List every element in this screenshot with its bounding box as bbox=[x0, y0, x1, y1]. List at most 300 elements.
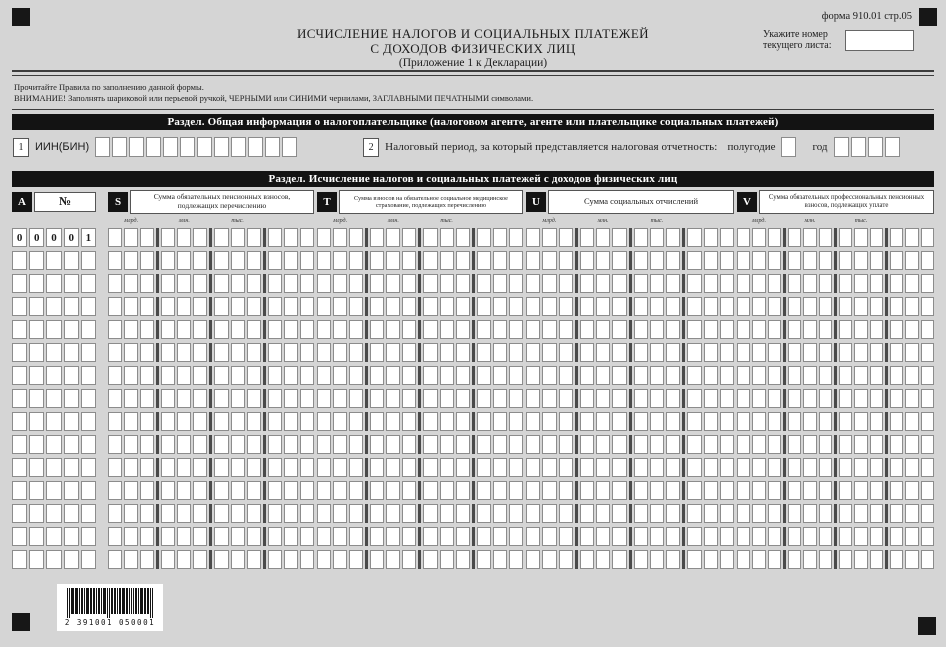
amount-cell[interactable] bbox=[634, 435, 648, 454]
amount-cell[interactable] bbox=[596, 412, 610, 431]
amount-cell[interactable] bbox=[247, 527, 261, 546]
amount-cell[interactable] bbox=[231, 343, 245, 362]
row-number-cell[interactable] bbox=[46, 481, 61, 500]
amount-cell[interactable] bbox=[509, 481, 523, 500]
amount-cell[interactable] bbox=[456, 458, 470, 477]
amount-cell[interactable] bbox=[803, 458, 816, 477]
amount-cell[interactable] bbox=[720, 504, 734, 523]
row-number-cell[interactable] bbox=[64, 297, 79, 316]
amount-cell[interactable] bbox=[666, 366, 680, 385]
amount-cell[interactable] bbox=[666, 504, 680, 523]
amount-cell[interactable] bbox=[231, 366, 245, 385]
row-number-cell[interactable] bbox=[12, 297, 27, 316]
row-number-cell[interactable] bbox=[29, 412, 44, 431]
amount-cell[interactable] bbox=[803, 251, 816, 270]
amount-cell[interactable] bbox=[317, 389, 331, 408]
year-digit-cell[interactable] bbox=[851, 137, 866, 157]
amount-cell[interactable] bbox=[370, 228, 384, 247]
amount-cell[interactable] bbox=[370, 435, 384, 454]
amount-cell[interactable] bbox=[402, 412, 416, 431]
iin-digit-cell[interactable] bbox=[163, 137, 178, 157]
amount-cell[interactable] bbox=[839, 297, 852, 316]
amount-cell[interactable] bbox=[124, 550, 138, 569]
amount-cell[interactable] bbox=[788, 412, 801, 431]
amount-cell[interactable] bbox=[456, 435, 470, 454]
amount-cell[interactable] bbox=[634, 228, 648, 247]
amount-cell[interactable] bbox=[687, 435, 701, 454]
amount-cell[interactable] bbox=[108, 228, 122, 247]
amount-cell[interactable] bbox=[231, 458, 245, 477]
amount-cell[interactable] bbox=[870, 389, 883, 408]
row-number-cell[interactable] bbox=[46, 366, 61, 385]
amount-cell[interactable] bbox=[803, 366, 816, 385]
amount-cell[interactable] bbox=[140, 251, 154, 270]
amount-cell[interactable] bbox=[108, 274, 122, 293]
amount-cell[interactable] bbox=[247, 366, 261, 385]
row-number-cell[interactable]: 0 bbox=[64, 228, 79, 247]
amount-cell[interactable] bbox=[870, 435, 883, 454]
amount-cell[interactable] bbox=[247, 251, 261, 270]
amount-cell[interactable] bbox=[542, 458, 556, 477]
amount-cell[interactable] bbox=[596, 251, 610, 270]
amount-cell[interactable] bbox=[317, 504, 331, 523]
amount-cell[interactable] bbox=[687, 274, 701, 293]
amount-cell[interactable] bbox=[819, 343, 832, 362]
amount-cell[interactable] bbox=[788, 297, 801, 316]
amount-cell[interactable] bbox=[666, 228, 680, 247]
amount-cell[interactable] bbox=[231, 320, 245, 339]
amount-cell[interactable] bbox=[161, 435, 175, 454]
amount-cell[interactable] bbox=[788, 527, 801, 546]
amount-cell[interactable] bbox=[905, 458, 918, 477]
amount-cell[interactable] bbox=[124, 297, 138, 316]
amount-cell[interactable] bbox=[612, 297, 626, 316]
amount-cell[interactable] bbox=[650, 458, 664, 477]
amount-cell[interactable] bbox=[177, 481, 191, 500]
amount-cell[interactable] bbox=[612, 251, 626, 270]
amount-cell[interactable] bbox=[768, 228, 781, 247]
amount-cell[interactable] bbox=[921, 297, 934, 316]
amount-cell[interactable] bbox=[456, 251, 470, 270]
amount-cell[interactable] bbox=[803, 320, 816, 339]
amount-cell[interactable] bbox=[839, 228, 852, 247]
amount-cell[interactable] bbox=[402, 458, 416, 477]
amount-cell[interactable] bbox=[559, 527, 573, 546]
amount-cell[interactable] bbox=[559, 274, 573, 293]
amount-cell[interactable] bbox=[402, 228, 416, 247]
amount-cell[interactable] bbox=[386, 550, 400, 569]
amount-cell[interactable] bbox=[268, 251, 282, 270]
row-number-cell[interactable] bbox=[64, 274, 79, 293]
amount-cell[interactable] bbox=[542, 412, 556, 431]
amount-cell[interactable] bbox=[349, 366, 363, 385]
amount-cell[interactable] bbox=[284, 412, 298, 431]
amount-cell[interactable] bbox=[456, 527, 470, 546]
amount-cell[interactable] bbox=[214, 274, 228, 293]
halfyear-cell[interactable] bbox=[781, 137, 796, 157]
amount-cell[interactable] bbox=[509, 527, 523, 546]
amount-cell[interactable] bbox=[177, 389, 191, 408]
amount-cell[interactable] bbox=[140, 435, 154, 454]
row-number-cell[interactable] bbox=[64, 320, 79, 339]
amount-cell[interactable] bbox=[720, 274, 734, 293]
amount-cell[interactable] bbox=[720, 251, 734, 270]
amount-cell[interactable] bbox=[386, 504, 400, 523]
amount-cell[interactable] bbox=[788, 320, 801, 339]
amount-cell[interactable] bbox=[231, 550, 245, 569]
amount-cell[interactable] bbox=[402, 274, 416, 293]
amount-cell[interactable] bbox=[720, 435, 734, 454]
amount-cell[interactable] bbox=[788, 389, 801, 408]
amount-cell[interactable] bbox=[666, 412, 680, 431]
amount-cell[interactable] bbox=[386, 412, 400, 431]
amount-cell[interactable] bbox=[720, 366, 734, 385]
amount-cell[interactable] bbox=[214, 458, 228, 477]
amount-cell[interactable] bbox=[905, 412, 918, 431]
amount-cell[interactable] bbox=[108, 297, 122, 316]
amount-cell[interactable] bbox=[542, 343, 556, 362]
amount-cell[interactable] bbox=[650, 504, 664, 523]
amount-cell[interactable] bbox=[870, 412, 883, 431]
amount-cell[interactable] bbox=[580, 228, 594, 247]
amount-cell[interactable] bbox=[333, 366, 347, 385]
amount-cell[interactable] bbox=[317, 251, 331, 270]
amount-cell[interactable] bbox=[370, 504, 384, 523]
amount-cell[interactable] bbox=[650, 366, 664, 385]
amount-cell[interactable] bbox=[370, 412, 384, 431]
amount-cell[interactable] bbox=[559, 550, 573, 569]
row-number-cell[interactable] bbox=[12, 320, 27, 339]
row-number-cell[interactable] bbox=[12, 527, 27, 546]
row-number-cell[interactable] bbox=[81, 251, 96, 270]
amount-cell[interactable] bbox=[666, 458, 680, 477]
amount-cell[interactable] bbox=[559, 320, 573, 339]
iin-digit-cell[interactable] bbox=[180, 137, 195, 157]
amount-cell[interactable] bbox=[214, 297, 228, 316]
amount-cell[interactable] bbox=[666, 297, 680, 316]
amount-cell[interactable] bbox=[493, 504, 507, 523]
amount-cell[interactable] bbox=[493, 297, 507, 316]
amount-cell[interactable] bbox=[402, 251, 416, 270]
row-number-cell[interactable] bbox=[64, 389, 79, 408]
amount-cell[interactable] bbox=[333, 458, 347, 477]
amount-cell[interactable] bbox=[737, 228, 750, 247]
amount-cell[interactable] bbox=[839, 320, 852, 339]
amount-cell[interactable] bbox=[704, 297, 718, 316]
amount-cell[interactable] bbox=[317, 527, 331, 546]
amount-cell[interactable] bbox=[108, 320, 122, 339]
amount-cell[interactable] bbox=[177, 435, 191, 454]
amount-cell[interactable] bbox=[854, 251, 867, 270]
amount-cell[interactable] bbox=[803, 389, 816, 408]
amount-cell[interactable] bbox=[193, 550, 207, 569]
amount-cell[interactable] bbox=[161, 320, 175, 339]
amount-cell[interactable] bbox=[402, 481, 416, 500]
amount-cell[interactable] bbox=[704, 366, 718, 385]
amount-cell[interactable] bbox=[161, 481, 175, 500]
amount-cell[interactable] bbox=[704, 251, 718, 270]
amount-cell[interactable] bbox=[247, 343, 261, 362]
amount-cell[interactable] bbox=[542, 527, 556, 546]
amount-cell[interactable] bbox=[193, 320, 207, 339]
amount-cell[interactable] bbox=[423, 435, 437, 454]
amount-cell[interactable] bbox=[349, 320, 363, 339]
amount-cell[interactable] bbox=[612, 389, 626, 408]
amount-cell[interactable] bbox=[870, 228, 883, 247]
row-number-cell[interactable] bbox=[46, 435, 61, 454]
amount-cell[interactable] bbox=[161, 274, 175, 293]
amount-cell[interactable] bbox=[890, 343, 903, 362]
amount-cell[interactable] bbox=[402, 366, 416, 385]
amount-cell[interactable] bbox=[493, 412, 507, 431]
row-number-cell[interactable] bbox=[12, 274, 27, 293]
amount-cell[interactable] bbox=[839, 389, 852, 408]
amount-cell[interactable] bbox=[526, 504, 540, 523]
iin-digit-cell[interactable] bbox=[265, 137, 280, 157]
amount-cell[interactable] bbox=[596, 389, 610, 408]
amount-cell[interactable] bbox=[650, 435, 664, 454]
amount-cell[interactable] bbox=[890, 412, 903, 431]
amount-cell[interactable] bbox=[596, 527, 610, 546]
amount-cell[interactable] bbox=[854, 320, 867, 339]
amount-cell[interactable] bbox=[634, 389, 648, 408]
row-number-cell[interactable] bbox=[81, 297, 96, 316]
amount-cell[interactable] bbox=[423, 481, 437, 500]
amount-cell[interactable] bbox=[456, 481, 470, 500]
amount-cell[interactable] bbox=[300, 458, 314, 477]
amount-cell[interactable] bbox=[720, 343, 734, 362]
amount-cell[interactable] bbox=[559, 366, 573, 385]
row-number-cell[interactable] bbox=[46, 343, 61, 362]
amount-cell[interactable] bbox=[370, 366, 384, 385]
amount-cell[interactable] bbox=[704, 481, 718, 500]
amount-cell[interactable] bbox=[108, 343, 122, 362]
amount-cell[interactable] bbox=[440, 389, 454, 408]
amount-cell[interactable] bbox=[890, 458, 903, 477]
amount-cell[interactable] bbox=[768, 504, 781, 523]
row-number-cell[interactable] bbox=[46, 504, 61, 523]
amount-cell[interactable] bbox=[612, 366, 626, 385]
row-number-cell[interactable] bbox=[29, 274, 44, 293]
amount-cell[interactable] bbox=[161, 412, 175, 431]
amount-cell[interactable] bbox=[300, 435, 314, 454]
row-number-cell[interactable] bbox=[46, 458, 61, 477]
amount-cell[interactable] bbox=[214, 481, 228, 500]
amount-cell[interactable] bbox=[905, 228, 918, 247]
amount-cell[interactable] bbox=[193, 251, 207, 270]
amount-cell[interactable] bbox=[752, 274, 765, 293]
amount-cell[interactable] bbox=[650, 297, 664, 316]
row-number-cell[interactable]: 1 bbox=[81, 228, 96, 247]
amount-cell[interactable] bbox=[333, 297, 347, 316]
amount-cell[interactable] bbox=[193, 435, 207, 454]
amount-cell[interactable] bbox=[370, 343, 384, 362]
amount-cell[interactable] bbox=[768, 320, 781, 339]
amount-cell[interactable] bbox=[687, 481, 701, 500]
amount-cell[interactable] bbox=[839, 458, 852, 477]
amount-cell[interactable] bbox=[650, 412, 664, 431]
amount-cell[interactable] bbox=[161, 527, 175, 546]
amount-cell[interactable] bbox=[268, 412, 282, 431]
amount-cell[interactable] bbox=[839, 481, 852, 500]
amount-cell[interactable] bbox=[687, 228, 701, 247]
row-number-cell[interactable] bbox=[12, 412, 27, 431]
amount-cell[interactable] bbox=[193, 389, 207, 408]
row-number-cell[interactable] bbox=[46, 527, 61, 546]
amount-cell[interactable] bbox=[542, 504, 556, 523]
amount-cell[interactable] bbox=[921, 320, 934, 339]
amount-cell[interactable] bbox=[193, 412, 207, 431]
row-number-cell[interactable] bbox=[12, 343, 27, 362]
amount-cell[interactable] bbox=[819, 435, 832, 454]
amount-cell[interactable] bbox=[905, 297, 918, 316]
amount-cell[interactable] bbox=[193, 274, 207, 293]
amount-cell[interactable] bbox=[247, 504, 261, 523]
amount-cell[interactable] bbox=[493, 274, 507, 293]
amount-cell[interactable] bbox=[559, 481, 573, 500]
amount-cell[interactable] bbox=[737, 251, 750, 270]
amount-cell[interactable] bbox=[268, 435, 282, 454]
amount-cell[interactable] bbox=[752, 481, 765, 500]
row-number-cell[interactable] bbox=[81, 504, 96, 523]
amount-cell[interactable] bbox=[284, 550, 298, 569]
amount-cell[interactable] bbox=[300, 481, 314, 500]
amount-cell[interactable] bbox=[634, 481, 648, 500]
amount-cell[interactable] bbox=[193, 228, 207, 247]
amount-cell[interactable] bbox=[140, 458, 154, 477]
amount-cell[interactable] bbox=[349, 228, 363, 247]
amount-cell[interactable] bbox=[720, 527, 734, 546]
amount-cell[interactable] bbox=[687, 320, 701, 339]
amount-cell[interactable] bbox=[214, 251, 228, 270]
amount-cell[interactable] bbox=[526, 550, 540, 569]
amount-cell[interactable] bbox=[596, 297, 610, 316]
amount-cell[interactable] bbox=[752, 550, 765, 569]
amount-cell[interactable] bbox=[108, 550, 122, 569]
amount-cell[interactable] bbox=[542, 274, 556, 293]
amount-cell[interactable] bbox=[161, 366, 175, 385]
amount-cell[interactable] bbox=[124, 412, 138, 431]
amount-cell[interactable] bbox=[890, 527, 903, 546]
amount-cell[interactable] bbox=[788, 458, 801, 477]
amount-cell[interactable] bbox=[456, 274, 470, 293]
amount-cell[interactable] bbox=[526, 251, 540, 270]
amount-cell[interactable] bbox=[317, 481, 331, 500]
amount-cell[interactable] bbox=[124, 389, 138, 408]
amount-cell[interactable] bbox=[493, 251, 507, 270]
row-number-cell[interactable] bbox=[46, 550, 61, 569]
amount-cell[interactable] bbox=[300, 228, 314, 247]
amount-cell[interactable] bbox=[214, 343, 228, 362]
amount-cell[interactable] bbox=[193, 366, 207, 385]
amount-cell[interactable] bbox=[477, 458, 491, 477]
amount-cell[interactable] bbox=[349, 343, 363, 362]
amount-cell[interactable] bbox=[870, 297, 883, 316]
row-number-cell[interactable] bbox=[46, 389, 61, 408]
amount-cell[interactable] bbox=[214, 504, 228, 523]
amount-cell[interactable] bbox=[720, 320, 734, 339]
amount-cell[interactable] bbox=[456, 412, 470, 431]
amount-cell[interactable] bbox=[768, 389, 781, 408]
amount-cell[interactable] bbox=[300, 297, 314, 316]
amount-cell[interactable] bbox=[905, 527, 918, 546]
amount-cell[interactable] bbox=[300, 274, 314, 293]
amount-cell[interactable] bbox=[839, 274, 852, 293]
amount-cell[interactable] bbox=[921, 435, 934, 454]
amount-cell[interactable] bbox=[161, 228, 175, 247]
amount-cell[interactable] bbox=[580, 366, 594, 385]
row-number-cell[interactable] bbox=[81, 550, 96, 569]
row-number-cell[interactable] bbox=[12, 481, 27, 500]
amount-cell[interactable] bbox=[140, 343, 154, 362]
amount-cell[interactable] bbox=[542, 435, 556, 454]
amount-cell[interactable] bbox=[214, 228, 228, 247]
row-number-cell[interactable] bbox=[81, 389, 96, 408]
amount-cell[interactable] bbox=[596, 274, 610, 293]
amount-cell[interactable] bbox=[870, 458, 883, 477]
amount-cell[interactable] bbox=[231, 297, 245, 316]
amount-cell[interactable] bbox=[650, 228, 664, 247]
amount-cell[interactable] bbox=[905, 550, 918, 569]
amount-cell[interactable] bbox=[124, 274, 138, 293]
amount-cell[interactable] bbox=[509, 274, 523, 293]
amount-cell[interactable] bbox=[559, 251, 573, 270]
amount-cell[interactable] bbox=[247, 228, 261, 247]
amount-cell[interactable] bbox=[752, 251, 765, 270]
amount-cell[interactable] bbox=[161, 251, 175, 270]
amount-cell[interactable] bbox=[370, 527, 384, 546]
amount-cell[interactable] bbox=[477, 527, 491, 546]
amount-cell[interactable] bbox=[317, 550, 331, 569]
amount-cell[interactable] bbox=[890, 389, 903, 408]
row-number-cell[interactable] bbox=[29, 389, 44, 408]
amount-cell[interactable] bbox=[349, 504, 363, 523]
amount-cell[interactable] bbox=[542, 366, 556, 385]
amount-cell[interactable] bbox=[177, 458, 191, 477]
amount-cell[interactable] bbox=[687, 412, 701, 431]
amount-cell[interactable] bbox=[386, 435, 400, 454]
amount-cell[interactable] bbox=[140, 481, 154, 500]
amount-cell[interactable] bbox=[317, 274, 331, 293]
row-number-cell[interactable] bbox=[12, 251, 27, 270]
amount-cell[interactable] bbox=[803, 527, 816, 546]
amount-cell[interactable] bbox=[440, 366, 454, 385]
row-number-cell[interactable] bbox=[81, 412, 96, 431]
amount-cell[interactable] bbox=[493, 458, 507, 477]
row-number-cell[interactable] bbox=[64, 251, 79, 270]
amount-cell[interactable] bbox=[333, 320, 347, 339]
amount-cell[interactable] bbox=[596, 228, 610, 247]
amount-cell[interactable] bbox=[402, 550, 416, 569]
amount-cell[interactable] bbox=[704, 527, 718, 546]
iin-digit-cell[interactable] bbox=[214, 137, 229, 157]
amount-cell[interactable] bbox=[890, 550, 903, 569]
amount-cell[interactable] bbox=[231, 481, 245, 500]
row-number-cell[interactable] bbox=[29, 550, 44, 569]
amount-cell[interactable] bbox=[193, 504, 207, 523]
year-digit-cell[interactable] bbox=[868, 137, 883, 157]
amount-cell[interactable] bbox=[612, 481, 626, 500]
amount-cell[interactable] bbox=[231, 435, 245, 454]
amount-cell[interactable] bbox=[803, 228, 816, 247]
amount-cell[interactable] bbox=[268, 481, 282, 500]
amount-cell[interactable] bbox=[177, 274, 191, 293]
row-number-cell[interactable] bbox=[64, 366, 79, 385]
amount-cell[interactable] bbox=[526, 412, 540, 431]
amount-cell[interactable] bbox=[704, 343, 718, 362]
amount-cell[interactable] bbox=[559, 228, 573, 247]
amount-cell[interactable] bbox=[788, 251, 801, 270]
